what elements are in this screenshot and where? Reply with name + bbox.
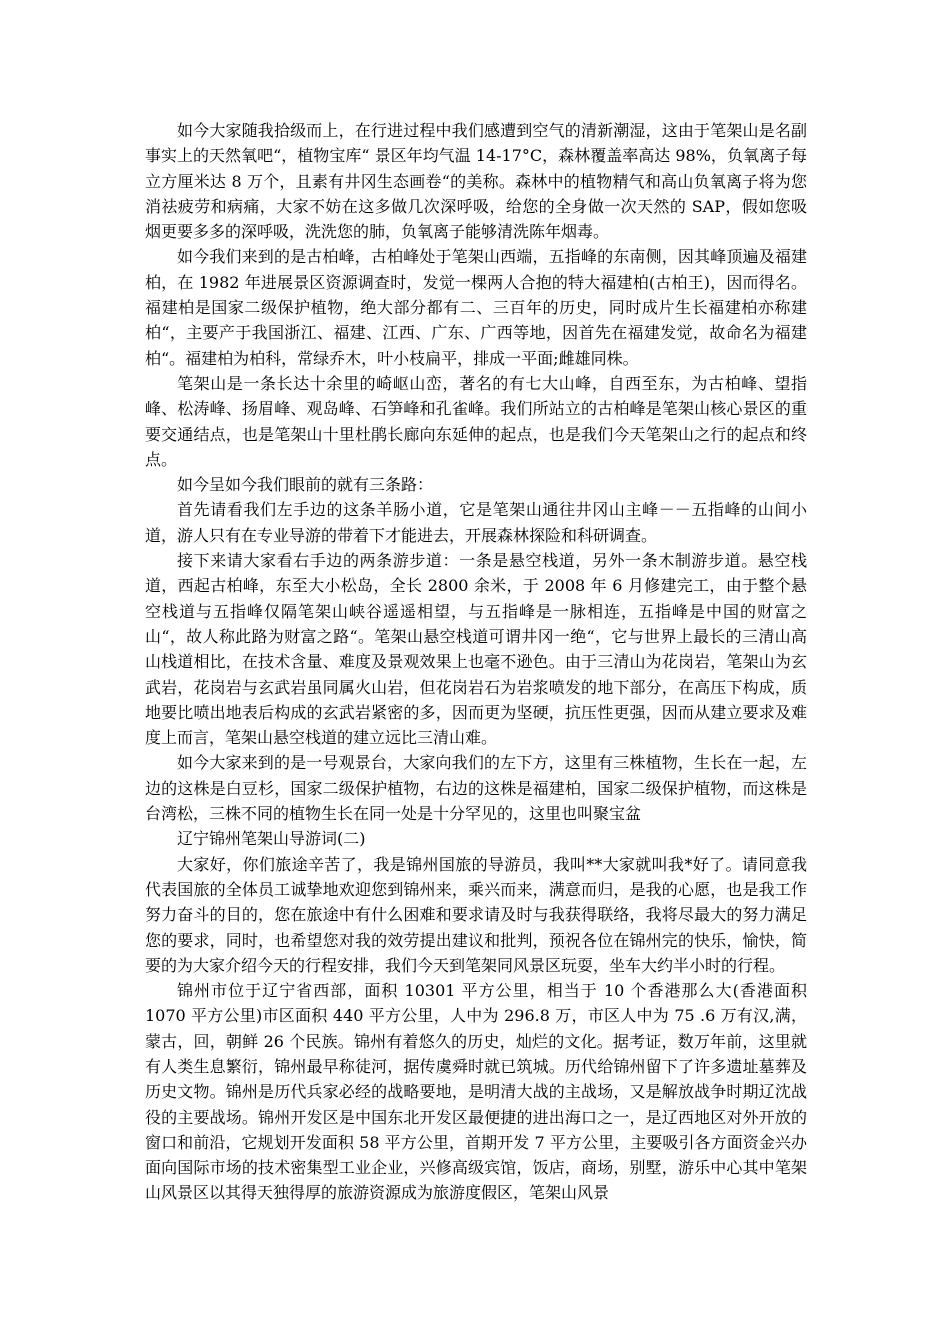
paragraph-plank-road: 接下来请大家看右手边的两条游步道：一条是悬空栈道，另外一条木制游步道。悬空栈道，西起古柏峰，东至大小松岛，全长 2800 余米，于 2008 年 6 月修建完工，由于整个悬空栈道与五指峰仅隔笔架山峡谷遥遥相望，与五指峰是一脉相连，五指峰是中国的财富之山“，故人称此路为财富之路“。笔架山悬空栈道可谓井冈一绝“，它与世界上最长的三清山高山栈道相比，在技术含量、难度及景观效果上也毫不逊色。由于三清山为花岗岩，笔架山为玄武岩，花岗岩与玄武岩虽同属火山岩，但花岗岩石为岩浆喷发的地下部分，在高压下构成，质地要比喷出地表后构成的玄武岩紧密的多，因而更为坚硬，抗压性更强，因而从建立要求及难度上而言，笔架山悬空栈道的建立远比三清山难。 xyxy=(145,551,807,748)
document-body xyxy=(145,118,807,1206)
paragraph-gubai-peak: 如今我们来到的是古柏峰，古柏峰处于笔架山西端，五指峰的东南侧，因其峰顶遍及福建柏，在 1982 年进展景区资源调查时，发觉一棵两人合抱的特大福建柏(古柏王)，因而得名。福建柏是国家二级保护植物，绝大部分都有二、三百年的历史，同时成片生长福建柏亦称建柏“，主要产于我国浙江、福建、江西、广东、广西等地，因首先在福建发觉，故命名为福建柏“。福建柏为柏科，常绿乔木，叶小枝扁平，排成一平面;雌雄同株。 xyxy=(145,247,807,368)
paragraph-seven-peaks: 笔架山是一条长达十余里的崎岖山峦，著名的有七大山峰，自西至东，为古柏峰、望指峰、松涛峰、扬眉峰、观岛峰、石笋峰和孔雀峰。我们所站立的古柏峰是笔架山核心景区的重要交通结点，也是笔架山十里杜鹃长廊向东延伸的起点，也是我们今天笔架山之行的起点和终点。 xyxy=(145,373,807,469)
paragraph-three-roads: 如今呈如今我们眼前的就有三条路： xyxy=(177,475,434,495)
section-heading: 辽宁锦州笔架山导游词(二) xyxy=(177,829,366,849)
paragraph-climate: 如今大家随我拾级而上，在行进过程中我们感遭到空气的清新潮湿，这由于笔架山是名副事实上的天然氧吧“，植物宝库“ 景区年均气温 14-17°C，森林覆盖率高达 98%，负氧离子每立方厘米达 8 万个，且素有井冈生态画卷“的美称。森林中的植物精气和高山负氧离子将为您消祛疲劳和病痛，大家不妨在这多做几次深呼吸，给您的全身做一次天然的 SAP，假如您吸烟更要多多的深呼吸，洗洗您的肺，负氧离子能够清洗陈年烟毒。 xyxy=(145,121,807,242)
paragraph-welcome: 大家好，你们旅途辛苦了，我是锦州国旅的导游员，我叫**大家就叫我*好了。请同意我代表国旅的全体员工诚挚地欢迎您到锦州来，乘兴而来，满意而归，是我的心愿，也是我工作努力奋斗的目的，您在旅途中有什么困难和要求请及时与我获得联络，我将尽最大的努力满足您的要求，同时，也希望您对我的效劳提出建议和批判，预祝各位在锦州完的快乐，愉快，简要的为大家介绍今天的行程安排，我们今天到笔架同风景区玩耍，坐车大约半小时的行程。 xyxy=(145,854,807,975)
paragraph-jinzhou-intro: 锦州市位于辽宁省西部，面积 10301 平方公里，相当于 10 个香港那么大(香港面积 1070 平方公里)市区面积 440 平方公里，人中为 296.8 万，市区人中为 75 .6 万有汉,满，蒙古，回，朝鲜 26 个民族。锦州有着悠久的历史，灿烂的文化。据考证，数万年前，这里就有人类生息繁衍，锦州最早称徒河，据传虞舜时就已筑城。历代给锦州留下了许多遗址墓葬及历史文物。锦州是历代兵家必经的战略要地，是明清大战的主战场，又是解放战争时期辽沈战役的主要战场。锦州开发区是中国东北开发区最便捷的进出海口之一，是辽西地区对外开放的窗口和前沿，它规划开发面积 58 平方公里，首期开发 7 平方公里，主要吸引各方面资金兴办面向国际市场的技术密集型工业企业，兴修高级宾馆，饭店，商场，别墅，游乐中心其中笔架山风景区以其得天独得厚的旅游资源成为旅游度假区，笔架山风景 xyxy=(145,981,807,1203)
paragraph-left-path: 首先请看我们左手边的这条羊肠小道，它是笔架山通往井冈山主峰－－五指峰的山间小道，游人只有在专业导游的带着下才能进去，开展森林探险和科研调查。 xyxy=(145,500,807,545)
paragraph-viewing-platform: 如今大家来到的是一号观景台，大家向我们的左下方，这里有三株植物，生长在一起，左边的这株是白豆杉，国家二级保护植物，右边的这株是福建柏，国家二级保护植物，而这株是台湾松，三株不同的植物生长在同一处是十分罕见的，这里也叫聚宝盆 xyxy=(145,753,807,824)
